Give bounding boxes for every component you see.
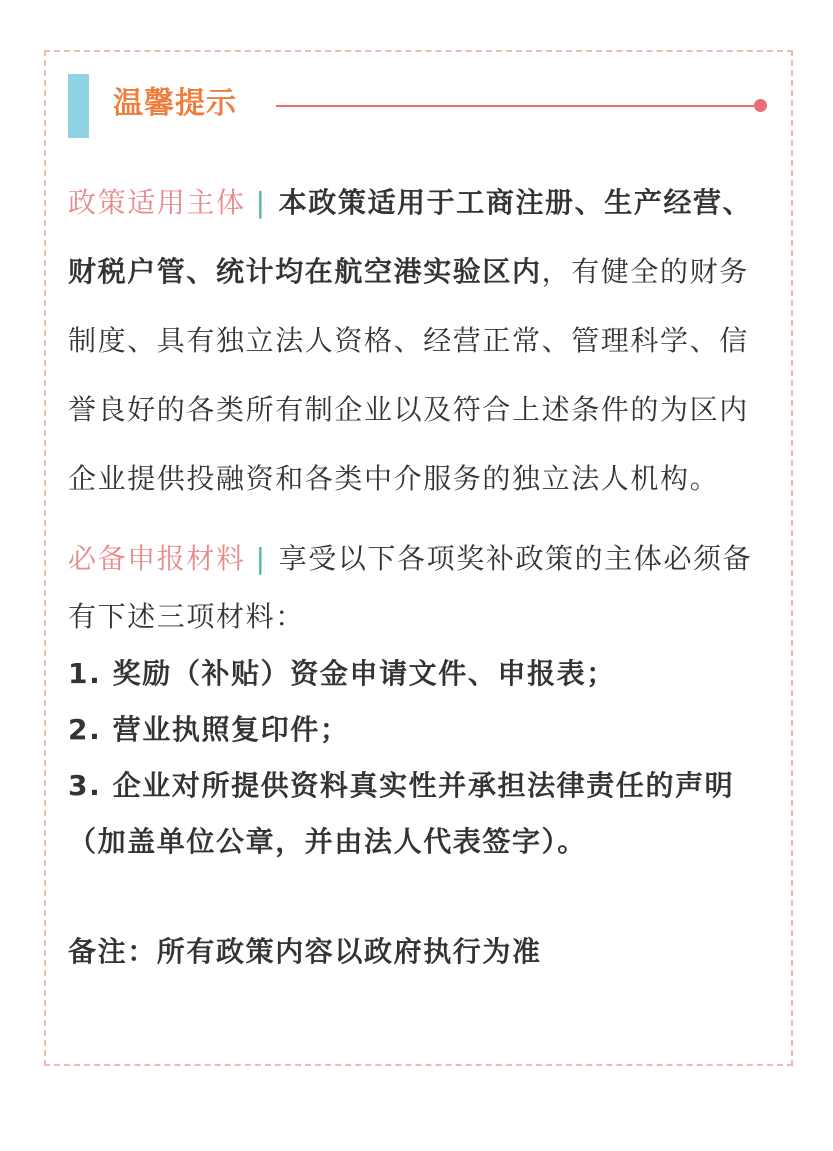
footnote: 备注：所有政策内容以政府执行为准 xyxy=(68,935,542,968)
subject-bold-text: 本政策适用于工商注册、生产经营、财税户管、统计均在航空港实验区内 xyxy=(68,186,753,288)
title-divider-line xyxy=(276,105,756,107)
card-header xyxy=(68,74,768,140)
tips-card xyxy=(44,50,793,1066)
section-required-materials xyxy=(68,530,773,870)
accent-bar xyxy=(68,74,89,138)
card-content xyxy=(68,168,773,980)
materials-list-item: 3. 企业对所提供资料真实性并承担法律责任的声明（加盖单位公章，并由法人代表签字）。 xyxy=(68,769,735,858)
section-separator: | xyxy=(255,542,267,575)
materials-intro xyxy=(68,530,773,646)
subject-normal-text: ，有健全的财务制度、具有独立法人资格、经营正常、管理科学、信誉良好的各类所有制企业以及符合上述条件的为区内企业提供投融资和各类中介服务的独立法人机构。 xyxy=(68,255,749,495)
section-separator: | xyxy=(255,186,267,219)
section-label-subject: 政策适用主体 xyxy=(68,186,246,219)
materials-list-item: 1. 奖励（补贴）资金申请文件、申报表； xyxy=(68,657,616,690)
page-title: 温馨提示 xyxy=(113,86,237,121)
section-applicable-subject xyxy=(68,168,773,513)
materials-list xyxy=(68,646,773,870)
title-divider-dot xyxy=(754,99,767,112)
section-label-materials: 必备申报材料 xyxy=(68,542,246,575)
materials-intro-text: 享受以下各项奖补政策的主体必须备有下述三项材料： xyxy=(68,542,753,633)
materials-list-item: 2. 营业执照复印件； xyxy=(68,713,350,746)
